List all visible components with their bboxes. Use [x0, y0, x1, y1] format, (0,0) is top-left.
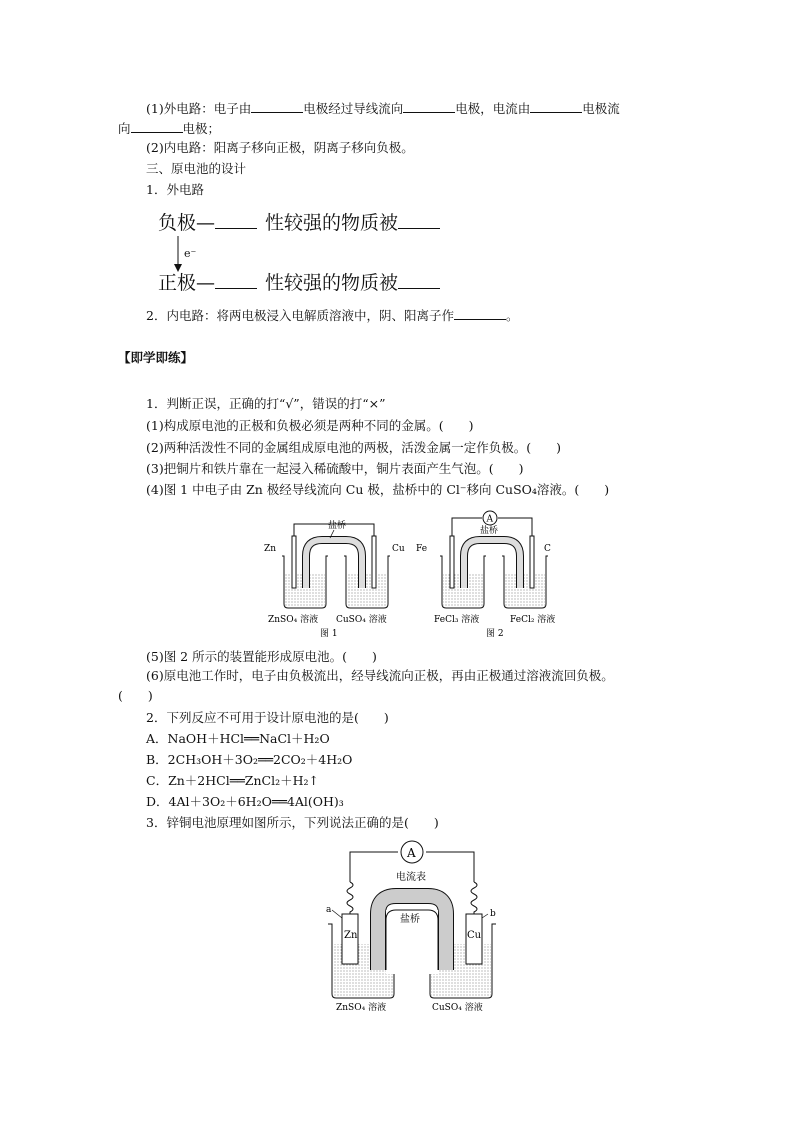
text-seg: 。 [505, 308, 519, 323]
q1-item: (1)构成原电池的正极和负极必须是两种不同的金属。( ) [146, 418, 474, 433]
fig1-right-solution: CuSO₄ 溶液 [336, 615, 387, 625]
electron-label: e⁻ [184, 247, 197, 260]
practice-heading: 【即学即练】 [118, 350, 194, 365]
fig2-caption: 图 2 [486, 629, 504, 639]
text-seg: 性较强的物质被 [265, 212, 399, 234]
fig2-meter: A [486, 514, 493, 525]
answer-blank[interactable] [454, 307, 506, 320]
answer-blank[interactable] [215, 270, 257, 289]
fig2-right-solution: FeCl₂ 溶液 [510, 615, 556, 625]
text-seg: 性较强的物质被 [265, 272, 399, 294]
fig2-left-electrode: Fe [416, 544, 428, 554]
fig1-caption: 图 1 [320, 629, 338, 639]
q1-item-cont: ( ) [118, 688, 153, 703]
answer-blank[interactable] [251, 100, 303, 113]
fig3-meter: A [407, 846, 416, 860]
text-seg: 正极— [158, 272, 216, 294]
outer-circuit-line-cont [118, 120, 220, 137]
fig1-bridge-label: 盐桥 [328, 521, 347, 531]
fig3-label-b: b [490, 909, 496, 919]
fig2-right-electrode: C [544, 544, 551, 554]
q2-option-b: B．2CH₃OH＋3O₂══2CO₂＋4H₂O [146, 752, 353, 767]
fig3-right-solution: CuSO₄ 溶液 [432, 1003, 483, 1013]
q2-option-d: D．4Al＋3O₂＋6H₂O══4Al(OH)₃ [146, 794, 344, 809]
figure-2 [412, 508, 577, 643]
q2-stem: 2．下列反应不可用于设计原电池的是( ) [146, 710, 389, 725]
text-seg: 2．内电路：将两电极浸入电解质溶液中，阴、阳离子作 [146, 308, 454, 323]
answer-blank[interactable] [131, 120, 183, 133]
q1-stem: 1．判断正误，正确的打“√”，错误的打“×” [146, 396, 386, 411]
q1-item: (4)图 1 中电子由 Zn 极经导线流向 Cu 极，盐桥中的 Cl⁻移向 CuSO₄溶液。( ) [146, 482, 610, 497]
q3-stem: 3．锌铜电池原理如图所示，下列说法正确的是( ) [146, 815, 439, 830]
inner-circuit-design [146, 307, 518, 324]
text-seg: 向 [118, 121, 131, 136]
text-seg: 电极流 [582, 101, 620, 116]
section3-heading: 三、原电池的设计 [146, 161, 247, 176]
text-seg: 电极经过导线流向 [303, 101, 404, 116]
fig2-left-solution: FeCl₃ 溶液 [434, 615, 480, 625]
q1-item: (6)原电池工作时，电子由负极流出，经导线流向正极，再由正极通过溶液流回负极。 [146, 668, 614, 683]
q2-option-a: A．NaOH＋HCl══NaCl＋H₂O [146, 731, 330, 746]
figure-3 [322, 838, 502, 1016]
outer-circuit-label: 1．外电路 [146, 182, 204, 197]
fig1-left-solution: ZnSO₄ 溶液 [268, 615, 319, 625]
text-seg: 电极； [182, 121, 221, 136]
fig3-bridge-label: 盐桥 [400, 914, 420, 925]
fig3-left-electrode: Zn [344, 930, 358, 941]
q1-item: (3)把铜片和铁片靠在一起浸入稀硫酸中，铜片表面产生气泡。( ) [146, 461, 524, 476]
fig2-bridge-label: 盐桥 [480, 526, 499, 536]
figure-1 [258, 508, 418, 643]
text-seg: 电极，电流由 [455, 101, 531, 116]
q1-item: (2)两种活泼性不同的金属组成原电池的两极，活泼金属一定作负极。( ) [146, 440, 561, 455]
fig1-left-electrode: Zn [264, 544, 277, 554]
negative-electrode-line [158, 210, 440, 235]
text-seg: (1)外电路：电子由 [146, 101, 252, 116]
outer-circuit-line [146, 100, 620, 117]
answer-blank[interactable] [403, 100, 455, 113]
positive-electrode-line [158, 270, 440, 295]
q1-item: (5)图 2 所示的装置能形成原电池。( ) [146, 649, 377, 664]
fig3-right-electrode: Cu [467, 930, 482, 941]
answer-blank[interactable] [398, 270, 440, 289]
answer-blank[interactable] [398, 210, 440, 229]
answer-blank[interactable] [530, 100, 582, 113]
text-seg: 负极— [158, 212, 216, 234]
fig3-left-solution: ZnSO₄ 溶液 [336, 1003, 387, 1013]
inner-circuit-line: (2)内电路：阳离子移向正极，阴离子移向负极。 [146, 140, 414, 155]
answer-blank[interactable] [215, 210, 257, 229]
q2-option-c: C．Zn＋2HCl══ZnCl₂＋H₂↑ [146, 773, 319, 788]
fig3-label-a: a [326, 905, 332, 915]
fig1-right-electrode: Cu [392, 544, 405, 554]
fig3-meter-label: 电流表 [396, 872, 426, 883]
